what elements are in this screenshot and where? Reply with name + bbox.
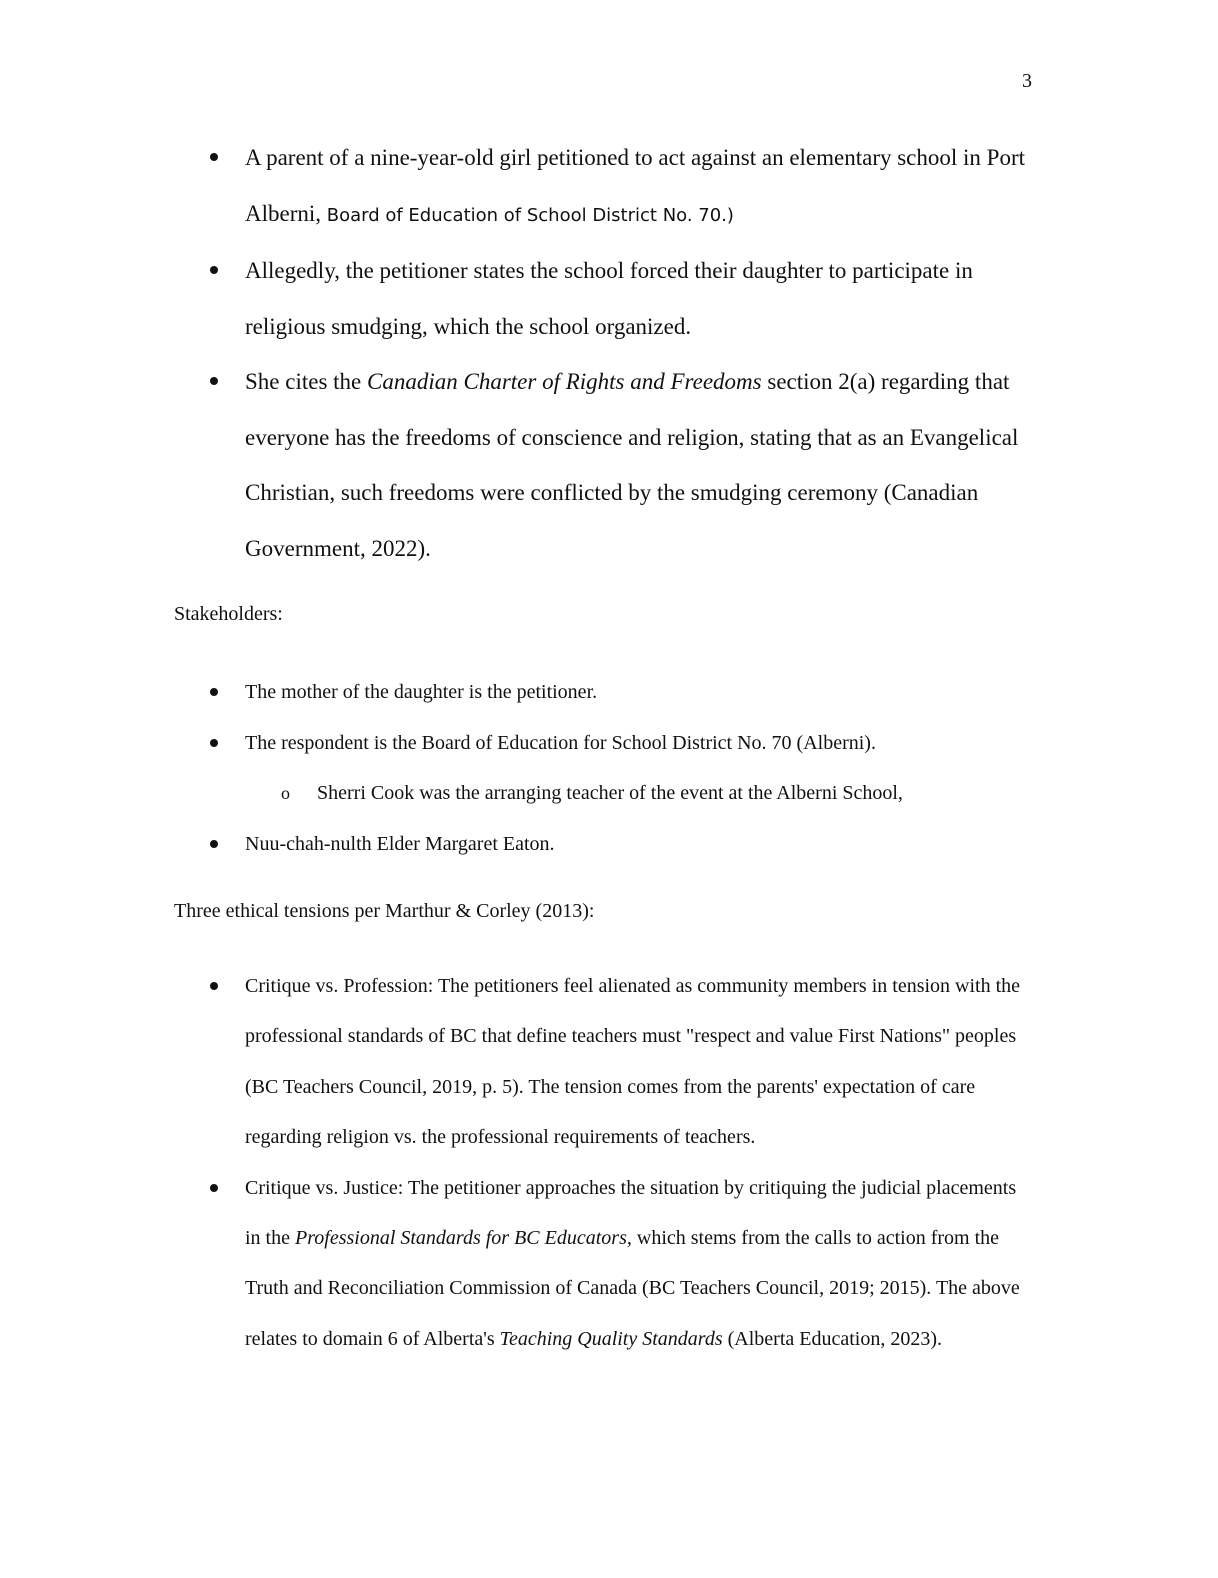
bullet-text: Critique vs. Justice: The petitioner approaches the situation by critiquing the judicial placements in the — [245, 1176, 1017, 1250]
list-item — [206, 354, 1036, 576]
standards-title: Professional Standards for BC Educators, — [295, 1227, 632, 1250]
bullet-icon — [210, 243, 218, 274]
bullet-text: Sherri Cook was the arranging teacher of the event at the Alberni School, — [317, 782, 903, 805]
list-item — [206, 243, 1036, 354]
bullet-text-sans: Board of Education of School District No. 70.) — [321, 204, 734, 226]
stakeholders-heading: Stakeholders: — [174, 603, 283, 625]
charter-title: Canadian Charter of Rights and Freedoms — [367, 369, 762, 394]
bullet-text: Allegedly, the petitioner states the school forced their daughter to participate in religious smudging, which the school organized. — [245, 258, 973, 339]
bullet-text: section 2(a) regarding that everyone has the freedoms of conscience and religion, stating that as an Evangelical Christian, such freedoms were conflicted by the smudging ceremony (Canadian Government, 2022). — [245, 369, 1019, 561]
bullet-text: (Alberta Education, 2023). — [722, 1327, 942, 1350]
bullet-icon — [210, 354, 218, 385]
bullet-text: Critique vs. Profession: The petitioners feel alienated as community members in tension with the professional standards of BC that define teachers must "respect and value First Nations" peoples (BC Teachers Council, 2019, p. 5). The tension comes from the parents' expectation of care regarding religion vs. the professional requirements of teachers. — [245, 975, 1021, 1149]
list-item — [206, 130, 1036, 243]
list-item — [206, 718, 1036, 769]
bullet-text: The respondent is the Board of Education for School District No. 70 (Alberni). — [245, 731, 876, 754]
list-item — [206, 961, 1036, 1163]
list-item — [206, 1163, 1036, 1365]
bullet-text: A parent of a nine-year-old girl petitioned to act against an elementary school in Port Alberni, — [245, 145, 1026, 226]
bullet-text: The mother of the daughter is the petitioner. — [245, 681, 598, 703]
bullet-text: Nuu-chah-nulth Elder Margaret Eaton. — [245, 833, 555, 856]
tqs-title: Teaching Quality Standards — [499, 1327, 723, 1350]
list-item — [206, 819, 1036, 870]
bullet-icon — [210, 130, 218, 161]
tensions-list — [206, 961, 1036, 1364]
page-number: 3 — [1022, 70, 1032, 92]
bullet-text: which stems from the calls to action from the Truth and Reconciliation Commission of Canada (BC Teachers Council, 2019; 2015). The above relates to domain 6 of Alberta's — [245, 1227, 1020, 1350]
bullet-icon — [210, 819, 218, 848]
sub-list-item — [206, 768, 1036, 819]
circle-bullet-icon: o — [281, 783, 290, 804]
bullet-icon — [210, 667, 218, 696]
stakeholders-list — [206, 667, 1036, 870]
tensions-heading: Three ethical tensions per Marthur & Corley (2013): — [174, 900, 595, 922]
bullet-icon — [210, 1163, 218, 1192]
bullet-icon — [210, 961, 218, 990]
list-item — [206, 667, 1036, 718]
bullet-icon — [210, 718, 218, 747]
intro-bullet-list — [206, 130, 1036, 576]
bullet-text: She cites the — [245, 369, 367, 394]
